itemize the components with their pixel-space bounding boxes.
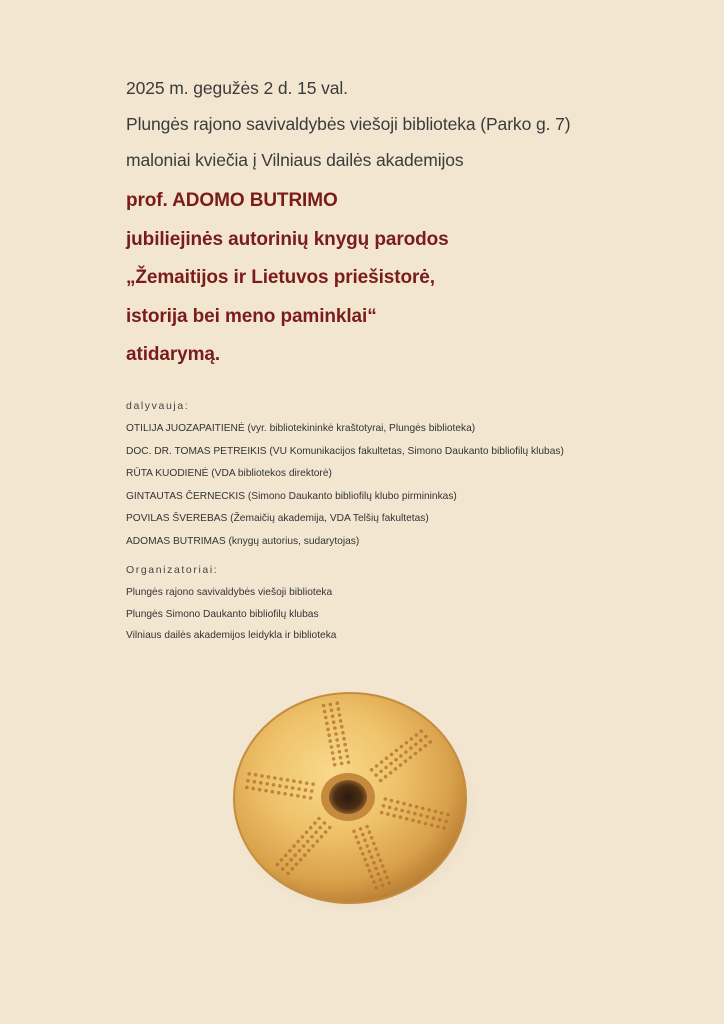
ornament-dot <box>400 745 404 749</box>
ornament-dot <box>381 884 385 888</box>
ornament-dot <box>327 733 331 737</box>
headline-line: atidarymą. <box>126 344 221 365</box>
ornament-dot <box>251 787 255 791</box>
ornament-dot <box>297 787 301 791</box>
ornament-dot <box>310 835 314 839</box>
ornament-dot <box>370 855 374 859</box>
ornament-dot <box>379 770 383 774</box>
ornament-dot <box>374 773 378 777</box>
ornament-dot <box>325 722 329 726</box>
ornament-dot <box>265 782 269 786</box>
ornament-dot <box>342 737 346 741</box>
ornament-dot <box>271 790 275 794</box>
ornament-dot <box>313 821 317 825</box>
ornament-dot <box>419 748 423 752</box>
participant-item: OTILIJA JUOZAPAITIENĖ (vyr. bibliotekininkė kraštotyrai, Plungės biblioteka) <box>126 423 476 434</box>
ornament-dot <box>394 807 398 811</box>
ornament-dot <box>365 825 369 829</box>
ornament-dot <box>285 863 289 867</box>
ornament-dot <box>424 744 428 748</box>
ornament-dot <box>335 738 339 742</box>
ornament-dot <box>280 858 284 862</box>
ornament-dot <box>414 752 418 756</box>
ornament-dot <box>295 863 299 867</box>
ornament-dot <box>326 728 330 732</box>
participants-label: dalyvauja: <box>126 400 190 412</box>
ornament-dot <box>396 800 400 804</box>
ornament-dot <box>421 807 425 811</box>
ornament-dot <box>382 804 386 808</box>
ornament-dot <box>284 854 288 858</box>
ornament-dot <box>336 701 340 705</box>
ornament-dot <box>298 849 302 853</box>
ornament-dot <box>374 886 378 890</box>
ornament-dot <box>352 830 356 834</box>
ornament-dot <box>277 791 281 795</box>
organizer-item: Plungės Simono Daukanto bibliofilų klubas <box>126 608 319 620</box>
ornament-dot <box>299 780 303 784</box>
ornament-dot <box>260 774 264 778</box>
ornament-dot <box>323 821 327 825</box>
exhibition-headline <box>126 182 706 375</box>
ornament-dot <box>278 784 282 788</box>
ornament-dot <box>384 797 388 801</box>
ornament-dot <box>405 817 409 821</box>
ornament-dot <box>332 720 336 724</box>
ornament-dot <box>346 755 350 759</box>
ornament-dot <box>438 818 442 822</box>
ornament-dot <box>359 847 363 851</box>
ornament-dot <box>386 812 390 816</box>
ornament-dot <box>424 822 428 826</box>
ornament-dot <box>377 872 381 876</box>
ornament-dot <box>368 830 372 834</box>
participant-item: GINTAUTAS ČERNECKIS (Simono Daukanto bibliofilų klubo pirmininkas) <box>126 490 457 502</box>
ornament-dot <box>311 844 315 848</box>
ornament-dot <box>417 820 421 824</box>
ornament-dot <box>290 793 294 797</box>
ornament-dot <box>400 809 404 813</box>
ornament-dot <box>330 745 334 749</box>
ornament-dot <box>309 826 313 830</box>
ornament-dot <box>372 880 376 884</box>
ornament-dot <box>331 714 335 718</box>
ornament-dot <box>264 789 268 793</box>
ornament-dot <box>389 771 393 775</box>
ornament-dot <box>324 830 328 834</box>
ornament-dot <box>314 830 318 834</box>
ornament-dot <box>302 795 306 799</box>
ornament-dot <box>430 823 434 827</box>
ornament-dot <box>372 861 376 865</box>
ornament-dot <box>347 761 351 765</box>
ornament-dot <box>291 867 295 871</box>
ornament-dot <box>404 750 408 754</box>
ornament-dot <box>424 735 428 739</box>
ornament-dot <box>289 858 293 862</box>
ornament-dot <box>338 750 342 754</box>
ornament-dot <box>340 725 344 729</box>
ornament-dot <box>381 864 385 868</box>
ornament-dot <box>318 826 322 830</box>
ornament-dot <box>310 789 314 793</box>
ornament-dot <box>429 740 433 744</box>
ornament-dot <box>354 835 358 839</box>
organizer-item: Vilniaus dailės akademijos leidykla ir biblioteka <box>126 630 337 641</box>
ornament-dot <box>309 796 313 800</box>
ornament-dot <box>306 840 310 844</box>
ornament-dot <box>413 812 417 816</box>
ornament-dot <box>370 768 374 772</box>
headline-line: jubiliejinės autorinių knygų parodos <box>126 228 449 250</box>
ornament-dot <box>426 815 430 819</box>
ornament-dot <box>394 767 398 771</box>
ornament-dot <box>301 835 305 839</box>
ornament-dot <box>258 788 262 792</box>
ornament-dot <box>365 844 369 848</box>
participants-section <box>126 398 716 553</box>
ornament-dot <box>370 836 374 840</box>
ornament-dot <box>434 810 438 814</box>
ornament-dot <box>330 709 334 713</box>
ornament-dot <box>332 757 336 761</box>
participant-item: ADOMAS BUTRIMAS (knygų autorius, sudarytojas) <box>126 535 360 547</box>
host-library: Plungės rajono savivaldybės viešoji biblioteka (Parko g. 7) <box>126 114 571 134</box>
ornament-dot <box>359 827 363 831</box>
ornament-dot <box>410 737 414 741</box>
ornament-dot <box>389 762 393 766</box>
ornament-dot <box>380 811 384 815</box>
ornament-dot <box>442 826 446 830</box>
ornament-dot <box>388 881 392 885</box>
ornament-dot <box>283 792 287 796</box>
ornament-dot <box>436 825 440 829</box>
ornament-dot <box>363 858 367 862</box>
headline-line: „Žemaitijos ir Lietuvos priešistorė, <box>126 267 435 288</box>
ornament-dot <box>409 746 413 750</box>
ornament-dot <box>338 713 342 717</box>
ornament-dot <box>432 816 436 820</box>
ornament-dot <box>305 831 309 835</box>
ornament-dot <box>336 744 340 748</box>
ornament-dot <box>361 852 365 856</box>
ornament-dot <box>385 876 389 880</box>
intro-block <box>126 70 706 178</box>
ornament-dot <box>409 804 413 808</box>
ornament-dot <box>368 850 372 854</box>
ornament-dot <box>281 867 285 871</box>
ornament-dot <box>288 849 292 853</box>
ornament-dot <box>307 849 311 853</box>
ornament-dot <box>366 863 370 867</box>
ornament-dot <box>419 739 423 743</box>
ornament-dot <box>285 785 289 789</box>
ornament-dot <box>374 867 378 871</box>
organizer-item: Plungės rajono savivaldybės viešoji biblioteka <box>126 587 333 598</box>
ornament-dot <box>379 779 383 783</box>
ornament-dot <box>375 764 379 768</box>
ornament-dot <box>411 819 415 823</box>
ornament-dot <box>404 759 408 763</box>
ornament-dot <box>333 726 337 730</box>
participant-item: RŪTA KUODIENĖ (VDA bibliotekos direktorė) <box>126 468 332 479</box>
ornament-dot <box>246 779 250 783</box>
ornament-dot <box>328 826 332 830</box>
ornament-dot <box>299 858 303 862</box>
ornament-dot <box>305 781 309 785</box>
ornament-dot <box>322 704 326 708</box>
ornament-dot <box>345 749 349 753</box>
ornament-dot <box>292 779 296 783</box>
ornament-dot <box>272 783 276 787</box>
ornament-dot <box>276 863 280 867</box>
ornament-dot <box>316 840 320 844</box>
ornament-dot <box>286 778 290 782</box>
ornament-dot <box>419 813 423 817</box>
ornament-dot <box>286 872 290 876</box>
amber-disc-artifact-icon <box>226 684 478 916</box>
headline-line: prof. ADOMO BUTRIMO <box>126 190 338 211</box>
ornament-dot <box>414 743 418 747</box>
ornament-dot <box>303 853 307 857</box>
ornament-dot <box>340 762 344 766</box>
headline-line: istorija bei meno paminklai“ <box>126 305 377 327</box>
ornament-dot <box>296 794 300 798</box>
ornament-dot <box>304 788 308 792</box>
ornament-dot <box>390 799 394 803</box>
participant-item: DOC. DR. TOMAS PETREIKIS (VU Komunikacijos fakultetas, Simono Daukanto bibliofilų klubas) <box>126 445 564 457</box>
ornament-dot <box>259 781 263 785</box>
ornament-dot <box>379 859 383 863</box>
event-date: 2025 m. gegužės 2 d. 15 val. <box>126 78 348 98</box>
ornament-dot <box>394 758 398 762</box>
ornament-dot <box>334 732 338 736</box>
ornament-dot <box>395 749 399 753</box>
ornament-dot <box>405 741 409 745</box>
ornament-dot <box>245 786 249 790</box>
ornament-dot <box>337 707 341 711</box>
ornament-dot <box>402 802 406 806</box>
organizers-label: Organizatoriai: <box>126 564 219 576</box>
ornament-dot <box>279 777 283 781</box>
ornament-dot <box>341 731 345 735</box>
ornament-dot <box>331 751 335 755</box>
ornament-dot <box>409 756 413 760</box>
organizers-section <box>126 562 716 647</box>
ornament-dot <box>292 844 296 848</box>
ornament-dot <box>317 817 321 821</box>
ornament-dot <box>324 716 328 720</box>
ornament-dot <box>415 733 419 737</box>
ornament-dot <box>361 833 365 837</box>
ornament-dot <box>383 870 387 874</box>
ornament-dot <box>368 869 372 873</box>
ornament-dot <box>376 853 380 857</box>
ornament-dot <box>407 810 411 814</box>
ornament-dot <box>384 766 388 770</box>
ornament-dot <box>440 811 444 815</box>
ornament-dot <box>420 729 424 733</box>
ornament-dot <box>374 847 378 851</box>
invitation-text: maloniai kviečia į Vilniaus dailės akademijos <box>126 150 464 170</box>
ornament-dot <box>388 806 392 810</box>
participant-item: POVILAS ŠVEREBAS (Žemaičių akademija, VDA Telšių fakultetas) <box>126 513 429 524</box>
ornament-dot <box>254 773 258 777</box>
ornament-dot <box>267 775 271 779</box>
ornament-dot <box>333 763 337 767</box>
ornament-dot <box>339 756 343 760</box>
ornament-dot <box>380 760 384 764</box>
ornament-dot <box>273 776 277 780</box>
ornament-dot <box>385 756 389 760</box>
ornament-dot <box>357 841 361 845</box>
ornament-dot <box>415 805 419 809</box>
ornament-dot <box>296 840 300 844</box>
ornament-dot <box>399 763 403 767</box>
ornament-dot <box>302 844 306 848</box>
ornament-dot <box>399 815 403 819</box>
amber-disc-svg <box>226 684 478 916</box>
ornament-dot <box>379 878 383 882</box>
ornament-dot <box>311 782 315 786</box>
ornament-dot <box>293 853 297 857</box>
ornament-dot <box>320 835 324 839</box>
ornament-dot <box>323 710 327 714</box>
ornament-dot <box>390 753 394 757</box>
ornament-dot <box>253 780 257 784</box>
ornament-dot <box>343 743 347 747</box>
ornament-dot <box>399 754 403 758</box>
ornament-dot <box>370 875 374 879</box>
ornament-dot <box>446 813 450 817</box>
ornament-dot <box>427 808 431 812</box>
ornament-dot <box>392 814 396 818</box>
ornament-dot <box>247 772 251 776</box>
ornament-dot <box>329 703 333 707</box>
ornament-dot <box>444 820 448 824</box>
ornament-dot <box>328 739 332 743</box>
ornament-dot <box>339 719 343 723</box>
ornament-dot <box>291 786 295 790</box>
ornament-dot <box>363 838 367 842</box>
ornament-dot <box>372 842 376 846</box>
ornament-dot <box>384 775 388 779</box>
